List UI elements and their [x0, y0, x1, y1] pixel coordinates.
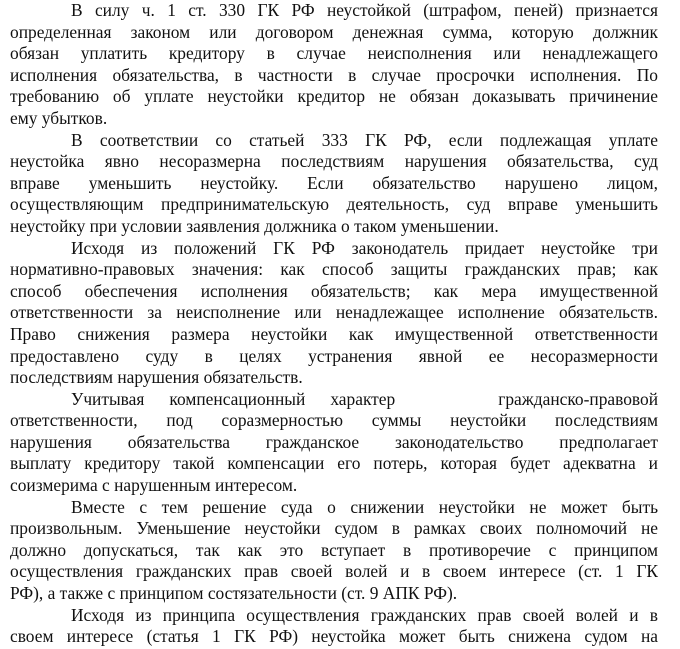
text-line: вправе уменьшить неустойку. Если обязательство нарушено лицом, [10, 172, 658, 193]
paragraph-2 [10, 130, 658, 238]
text-line: произвольным. Уменьшение неустойки судом в рамках своих полномочий не [10, 518, 658, 539]
paragraph-3 [10, 238, 658, 389]
text-line: нормативно-правовых значения: как способ защиты гражданских прав; как [10, 259, 658, 280]
text-line: неустойку при условии заявления должника о таком уменьшении. [10, 215, 499, 236]
paragraph-6 [10, 605, 658, 648]
text-line: должно допускаться, так как это вступает в противоречие с принципом [10, 539, 658, 560]
text-line: Вместе с тем решение суда о снижении неустойки не может быть [71, 496, 658, 517]
text-line [10, 389, 658, 411]
paragraph-1 [10, 0, 658, 130]
text-line: неустойка явно несоразмерна последствиям нарушения обязательства, суд [10, 151, 658, 172]
text-line: осуществления гражданских прав своей волей и в своем интересе (ст. 1 ГК [10, 561, 658, 582]
text-line: РФ), а также с принципом состязательности (ст. 9 АПК РФ). [10, 583, 458, 604]
text-line: способ обеспечения исполнения обязательств; как мера имущественной [10, 280, 658, 301]
paragraph-5 [10, 497, 658, 605]
text-line: обязан уплатить кредитору в случае неисполнения или ненадлежащего [10, 43, 658, 64]
text-line: ему убытков. [10, 107, 108, 128]
text-line: последствиям нарушения обязательств. [10, 367, 303, 388]
paragraph-4 [10, 389, 658, 497]
text-line: В силу ч. 1 ст. 330 ГК РФ неустойкой (штрафом, пеней) признается [71, 0, 658, 20]
text-line: выплату кредитору такой компенсации его потерь, которая будет адекватна и [10, 453, 658, 474]
text-line: требованию об уплате неустойки кредитор не обязан доказывать причинение [10, 86, 658, 107]
text-line: нарушения обязательства гражданское законодательство предполагает [10, 431, 658, 452]
text-line: соизмерима с нарушенным интересом. [10, 475, 298, 496]
text-line: определенная законом или договором денежная сумма, которую должник [10, 21, 658, 42]
text-line: ответственности, под соразмерностью суммы неустойки последствиям [10, 410, 658, 431]
text-line: Исходя из принципа осуществления гражданских прав своей волей и в [71, 604, 658, 625]
text-line: ответственности за неисполнение или ненадлежащее исполнение обязательств. [10, 302, 658, 323]
first-line-left: Учитывая компенсационный характер [71, 388, 396, 409]
text-line: исполнения обязательства, в частности в случае просрочки исполнения. По [10, 64, 658, 85]
text-line: осуществляющим предпринимательскую деятельность, суд вправе уменьшить [10, 194, 658, 215]
text-line: В соответствии со статьей 333 ГК РФ, если подлежащая уплате [71, 129, 658, 150]
text-line: Исходя из положений ГК РФ законодатель придает неустойке три [71, 237, 658, 258]
text-line: своем интересе (статья 1 ГК РФ) неустойка может быть снижена судом на [10, 626, 658, 647]
text-line: предоставлено суду в целях устранения явной ее несоразмерности [10, 345, 658, 366]
text-line: Право снижения размера неустойки как имущественной ответственности [10, 323, 658, 344]
document-body [10, 0, 658, 648]
first-line-right: гражданско-правовой [498, 388, 658, 409]
